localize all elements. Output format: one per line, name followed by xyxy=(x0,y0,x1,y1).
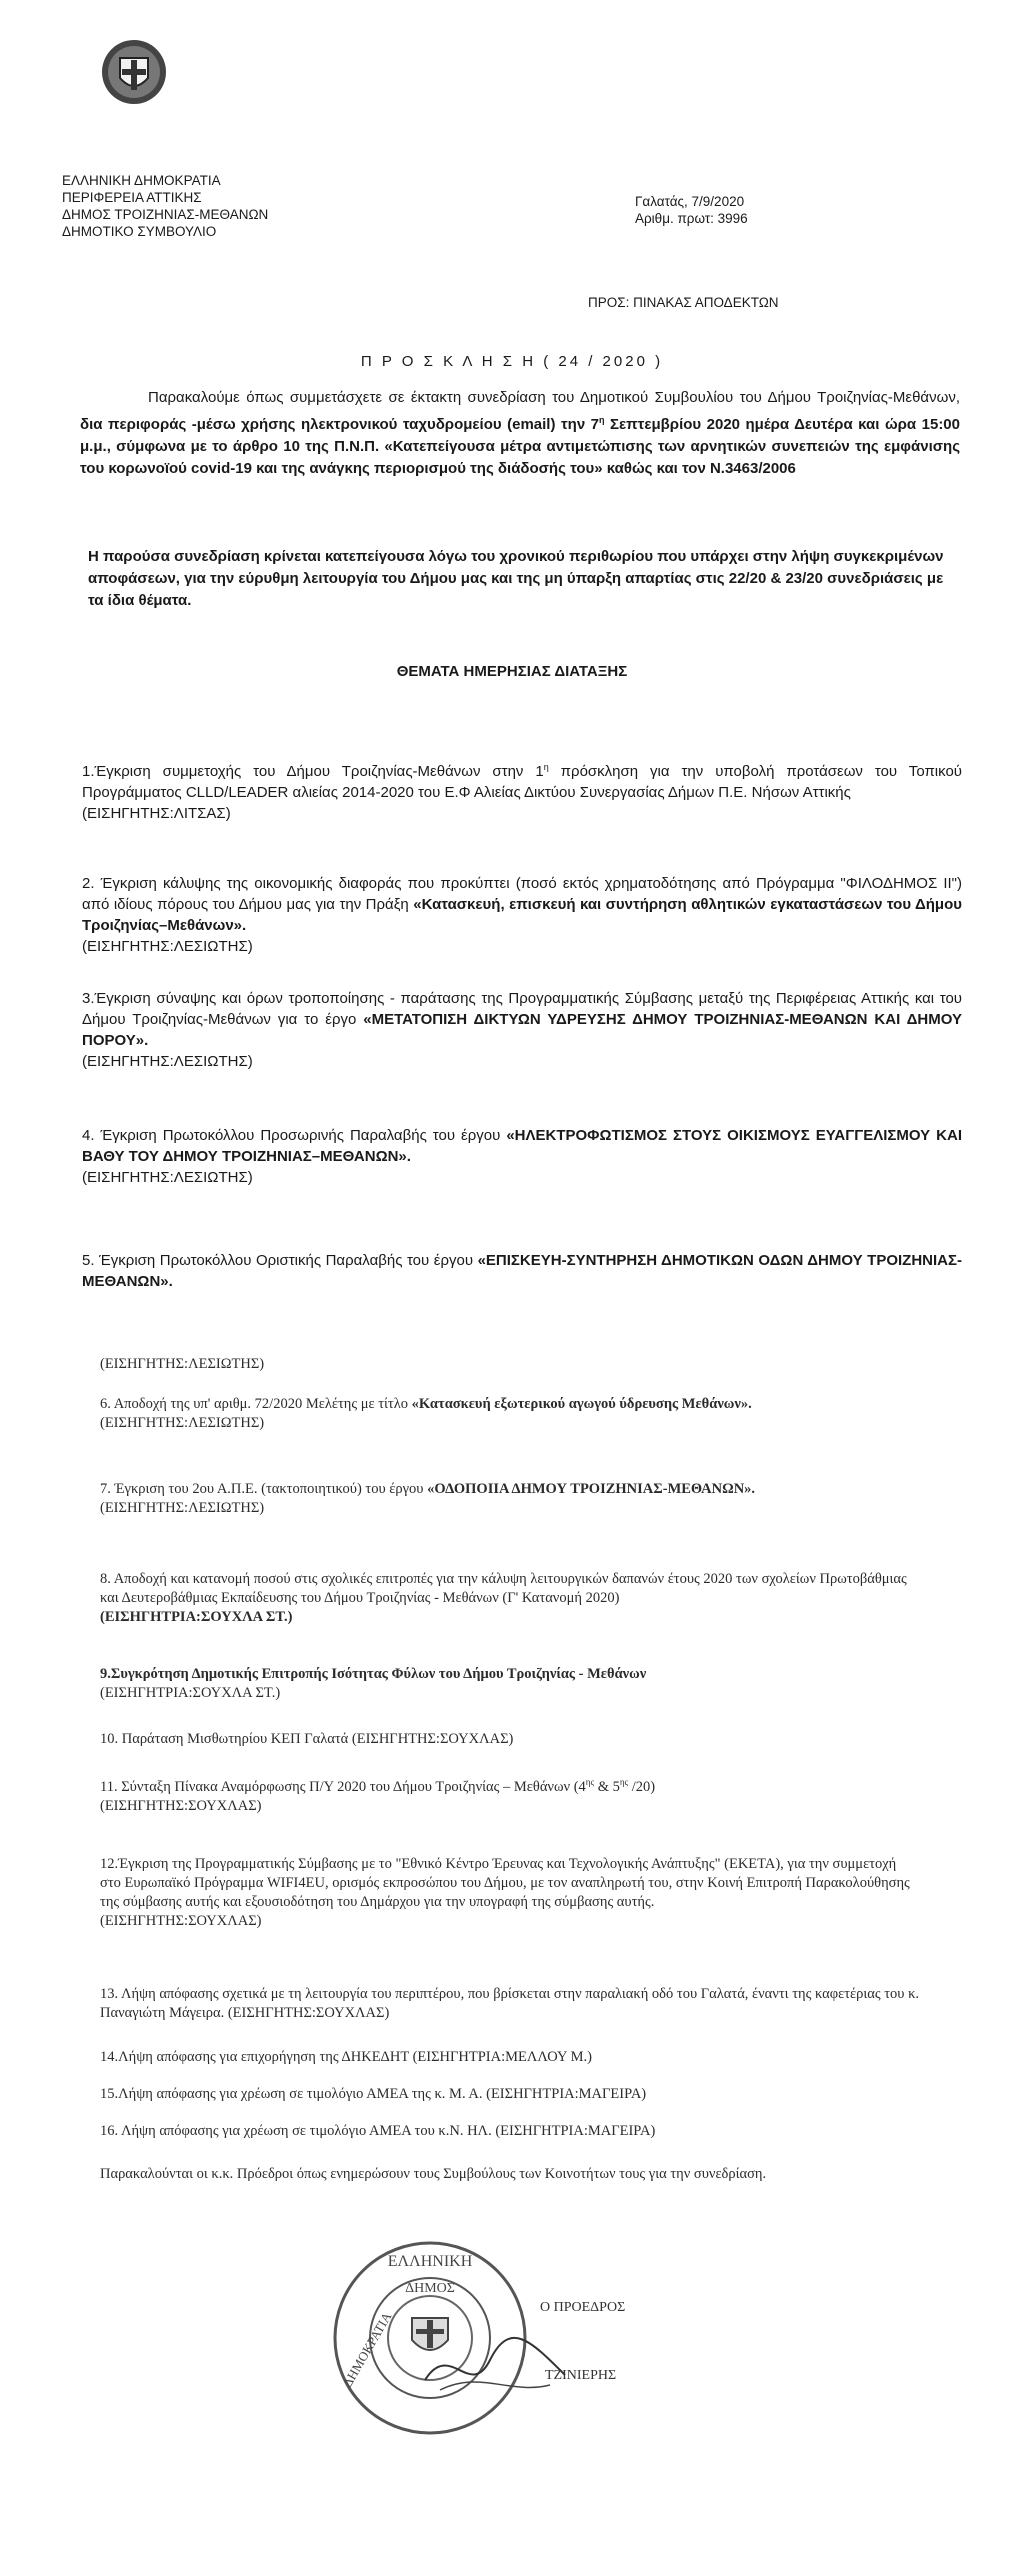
agenda-item-10 xyxy=(100,1730,920,1749)
signer-name: ΤΖΙΝΙΕΡΗΣ xyxy=(545,2368,617,2383)
rapporteur: (ΕΙΣΗΓΗΤΗΣ:ΣΟΥΧΛΑΣ) xyxy=(100,1797,262,1814)
intro-bold-b: Σεπτεμβρίου 2020 ημέρα Δευτέρα και ώρα 15:00 μ.μ., σύμφωνα με το άρθρο 10 της Π.Ν.Π. «Κατεπείγουσα μέτρα αντιμετώπισης των αρνητικών συνεπειών της εμφάνισης του κορωνοϊού covid-19 και της ανάγκης περιορισμού της διάδοσής του» καθώς και τον Ν.3463/2006 xyxy=(80,416,960,477)
place-date: Γαλατάς, 7/9/2020 xyxy=(635,194,745,209)
item-text: 16. Λήψη απόφασης για χρέωση σε τιμολόγιο ΑΜΕΑ του κ.Ν. ΗΛ. (ΕΙΣΗΓΗΤΡΙΑ:ΜΑΓΕΙΡΑ) xyxy=(100,2123,656,2139)
invitation-title: Π Ρ Ο Σ Κ Λ Η Σ Η ( 24 / 2020 ) xyxy=(360,353,664,370)
item-text: 2. Έγκριση κάλυψης της οικονομικής διαφοράς που προκύπτει (ποσό εκτός χρηματοδότησης από Πρόγραμμα "ΦΙΛΟΔΗΜΟΣ ΙΙ") από ιδίους πόρους του Δήμου μας για την Πράξη xyxy=(82,875,962,913)
urgency-paragraph: Η παρούσα συνεδρίαση κρίνεται κατεπείγουσα λόγω του χρονικού περιθωρίου που υπάρχει στην λήψη συγκεκριμένων αποφάσεων, για την εύρυθμη λειτουργία του Δήμου μας και της μη ύπαρξη απαρτίας στις 22/20 & 23/20 συνεδριάσεις με τα ίδια θέματα. xyxy=(88,548,944,609)
date-block xyxy=(635,193,748,227)
item-project-title: «ΟΔΟΠΟΙΙΑ ΔΗΜΟΥ ΤΡΟΙΖΗΝΙΑΣ-ΜΕΘΑΝΩΝ». xyxy=(427,1481,756,1497)
item-project-title: «ΕΠΙΣΚΕΥΗ-ΣΥΝΤΗΡΗΣΗ ΔΗΜΟΤΙΚΩΝ ΟΔΩΝ ΔΗΜΟΥ ΤΡΟΙΖΗΝΙΑΣ-ΜΕΘΑΝΩΝ». xyxy=(82,1252,962,1290)
protocol-number: Αριθμ. πρωτ: 3996 xyxy=(635,211,748,226)
item-text: 3.Έγκριση σύναψης και όρων τροποποίησης - παράτασης της Προγραμματικής Σύμβασης μεταξύ της Περιφέρειας Αττικής και του Δήμου Τροιζηνίας-Μεθάνων για το έργο xyxy=(82,990,962,1028)
issuer-line-country: ΕΛΛΗΝΙΚΗ ΔΗΜΟΚΡΑΤΙΑ xyxy=(62,173,221,188)
issuer-line-municipality: ΔΗΜΟΣ ΤΡΟΙΖΗΝΙΑΣ-ΜΕΘΑΝΩΝ xyxy=(62,207,269,222)
item-text: 6. Αποδοχή της υπ' αριθμ. 72/2020 Μελέτης με τίτλο xyxy=(100,1396,412,1412)
rapporteur: (ΕΙΣΗΓΗΤΗΣ:ΣΟΥΧΛΑΣ) xyxy=(100,1913,262,1929)
agenda-item-4 xyxy=(82,1125,962,1188)
item-text: 13. Λήψη απόφασης σχετικά με τη λειτουργία του περιπτέρου, που βρίσκεται στην παραλιακή οδό του Γαλατά, έναντι της καφετέριας του κ. Παναγιώτη Μάγειρα. (ΕΙΣΗΓΗΤΗΣ:ΣΟΥΧΛΑΣ) xyxy=(100,1986,920,2021)
item-text: 10. Παράταση Μισθωτηρίου ΚΕΠ Γαλατά (ΕΙΣΗΓΗΤΗΣ:ΣΟΥΧΛΑΣ) xyxy=(100,1731,514,1747)
agenda-item-14 xyxy=(100,2048,920,2067)
item-text-end: /20) xyxy=(628,1778,656,1795)
item-text: 15.Λήψη απόφασης για χρέωση σε τιμολόγιο ΑΜΕΑ της κ. Μ. Α. (ΕΙΣΗΓΗΤΡΙΑ:ΜΑΓΕΙΡΑ) xyxy=(100,2086,647,2102)
item-sup: ης xyxy=(585,1777,595,1787)
intro-bold-a: δια περιφοράς -μέσω χρήσης ηλεκτρονικού ταχυδρομείου (email) την 7 xyxy=(80,416,600,433)
rapporteur: (ΕΙΣΗΓΗΤΗΣ:ΛΕΣΙΩΤΗΣ) xyxy=(100,1500,265,1516)
item-text: 7. Έγκριση του 2ου Α.Π.Ε. (τακτοποιητικού) του έργου xyxy=(100,1481,428,1497)
rapporteur: (ΕΙΣΗΓΗΤΡΙΑ:ΣΟΥΧΛΑ ΣΤ.) xyxy=(100,1685,281,1701)
agenda-item-3 xyxy=(82,988,962,1072)
agenda-item-13 xyxy=(100,1985,920,2023)
item-text: 12.Έγκριση της Προγραμματικής Σύμβασης με το "Εθνικό Κέντρο Έρευνας και Τεχνολογικής Ανάπτυξης" (ΕΚΕΤΑ), για την συμμετοχή στο Ευρωπαϊκό Πρόγραμμα WIFI4EU, ορισμός εκπροσώπου του Δήμου, με τον αναπληρωτή του, στην Κοινή Επιτροπή Παρακολούθησης της σύμβασης αυτής και εξουσιοδότηση του Δημάρχου για την υπογραφή της σύμβασης αυτής. xyxy=(100,1856,910,1910)
stamp-mid-text: ΔΗΜΟΣ xyxy=(405,2281,455,2296)
item-project-title: «Κατασκευή, επισκευή και συντήρηση αθλητικών εγκαταστάσεων του Δήμου Τροιζηνίας–Μεθάνων». xyxy=(82,896,962,934)
issuer-line-council: ΔΗΜΟΤΙΚΟ ΣΥΜΒΟΥΛΙΟ xyxy=(62,224,217,239)
issuer-line-region: ΠΕΡΙΦΕΡΕΙΑ ΑΤΤΙΚΗΣ xyxy=(62,190,202,205)
greek-coat-of-arms-icon xyxy=(100,38,168,106)
rapporteur: (ΕΙΣΗΓΗΤΗΣ:ΛΕΣΙΩΤΗΣ) xyxy=(100,1356,265,1372)
agenda-item-5 xyxy=(82,1250,962,1292)
agenda-title: ΘΕΜΑΤΑ ΗΜΕΡΗΣΙΑΣ ΔΙΑΤΑΞΗΣ xyxy=(396,663,628,680)
rapporteur: (ΕΙΣΗΓΗΤΗΣ:ΛΕΣΙΩΤΗΣ) xyxy=(100,1415,265,1431)
rapporteur: (ΕΙΣΗΓΗΤΡΙΑ:ΣΟΥΧΛΑ ΣΤ.) xyxy=(100,1609,293,1625)
stamp-top-text: ΕΛΛΗΝΙΚΗ xyxy=(387,2253,473,2270)
rapporteur: (ΕΙΣΗΓΗΤΗΣ:ΛΙΤΣΑΣ) xyxy=(82,805,231,822)
closing-text: Παρακαλούνται οι κ.κ. Πρόεδροι όπως ενημερώσουν τους Συμβούλους των Κοινοτήτων τους για την συνεδρίαση. xyxy=(100,2166,767,2182)
item-text: 5. Έγκριση Πρωτοκόλλου Οριστικής Παραλαβής του έργου xyxy=(82,1252,478,1269)
item-text: 1.Έγκριση συμμετοχής του Δήμου Τροιζηνίας-Μεθάνων στην 1 xyxy=(82,763,544,780)
item-text: 9.Συγκρότηση Δημοτικής Επιτροπής Ισότητας Φύλων του Δήμου Τροιζηνίας - Μεθάνων xyxy=(100,1666,647,1682)
item-project-title: «ΗΛΕΚΤΡΟΦΩΤΙΣΜΟΣ ΣΤΟΥΣ ΟΙΚΙΣΜΟΥΣ ΕΥΑΓΓΕΛΙΣΜΟΥ ΚΑΙ ΒΑΘΥ ΤΟΥ ΔΗΜΟΥ ΤΡΟΙΖΗΝΙΑΣ–ΜΕΘΑΝΩΝ». xyxy=(82,1127,962,1165)
item-sup: η xyxy=(543,762,549,772)
item-sup-2: ης xyxy=(619,1777,629,1787)
item-text-mid: & 5 xyxy=(594,1778,620,1795)
stamp-side-text: ΔΗΜΟΚΡΑΤΙΑ xyxy=(339,2309,395,2390)
issuer-block xyxy=(62,172,268,240)
item-project-title: «Κατασκευή εξωτερικού αγωγού ύδρευσης Μεθάνων». xyxy=(411,1396,752,1412)
intro-paragraph xyxy=(80,387,960,480)
item-text: 11. Σύνταξη Πίνακα Αναμόρφωσης Π/Υ 2020 του Δήμου Τροιζηνίας – Μεθάνων (4 xyxy=(100,1778,586,1795)
item-text: 14.Λήψη απόφασης για επιχορήγηση της ΔΗΚΕΔΗΤ (ΕΙΣΗΓΗΤΡΙΑ:ΜΕΛΛΟΥ Μ.) xyxy=(100,2049,592,2065)
intro-sup: η xyxy=(599,415,605,425)
closing-note xyxy=(100,2165,920,2184)
agenda-item-6 xyxy=(100,1395,920,1433)
agenda-item-11 xyxy=(100,1773,920,1816)
agenda-item-9 xyxy=(100,1665,920,1703)
agenda-item-2 xyxy=(82,873,962,957)
rapporteur: (ΕΙΣΗΓΗΤΗΣ:ΛΕΣΙΩΤΗΣ) xyxy=(82,1169,253,1186)
item-project-title: «ΜΕΤΑΤΟΠΙΣΗ ΔΙΚΤΥΩΝ ΥΔΡΕΥΣΗΣ ΔΗΜΟΥ ΤΡΟΙΖΗΝΙΑΣ-ΜΕΘΑΝΩΝ ΚΑΙ ΔΗΜΟΥ ΠΟΡΟΥ». xyxy=(82,1011,962,1049)
intro-text: Παρακαλούμε όπως συμμετάσχετε σε έκτακτη συνεδρίαση του Δημοτικού Συμβουλίου του Δήμου Τροιζηνίας-Μεθάνων, xyxy=(148,389,960,406)
agenda-item-1 xyxy=(82,757,962,824)
agenda-item-15 xyxy=(100,2085,920,2104)
agenda-item-16 xyxy=(100,2122,920,2141)
agenda-item-12 xyxy=(100,1855,920,1931)
agenda-item-5-rapporteur xyxy=(100,1355,920,1374)
agenda-item-7 xyxy=(100,1480,920,1518)
item-text: 4. Έγκριση Πρωτοκόλλου Προσωρινής Παραλαβής του έργου xyxy=(82,1127,507,1144)
agenda-item-8 xyxy=(100,1570,920,1627)
signature-scribble-icon xyxy=(420,2330,570,2400)
signer-title: Ο ΠΡΟΕΔΡΟΣ xyxy=(540,2300,626,2315)
item-text: 8. Αποδοχή και κατανομή ποσού στις σχολικές επιτροπές για την κάλυψη λειτουργικών δαπανών έτους 2020 των σχολείων Πρωτοβάθμιας και Δευτεροβάθμιας Εκπαίδευσης του Δήμου Τροιζηνίας - Μεθάνων (Γ' Κατανομή 2020) xyxy=(100,1571,907,1606)
item-text-cont: πρόσκληση για την υποβολή προτάσεων του Τοπικού Προγράμματος CLLD/LEADER αλιείας 2014-2020 του Ε.Φ Αλιείας Δικτύου Συνεργασίας Δήμων Π.Ε. Νήσων Αττικής xyxy=(82,763,962,801)
recipients-line: ΠΡΟΣ: ΠΙΝΑΚΑΣ ΑΠΟΔΕΚΤΩΝ xyxy=(588,295,779,310)
rapporteur: (ΕΙΣΗΓΗΤΗΣ:ΛΕΣΙΩΤΗΣ) xyxy=(82,938,253,955)
rapporteur: (ΕΙΣΗΓΗΤΗΣ:ΛΕΣΙΩΤΗΣ) xyxy=(82,1053,253,1070)
